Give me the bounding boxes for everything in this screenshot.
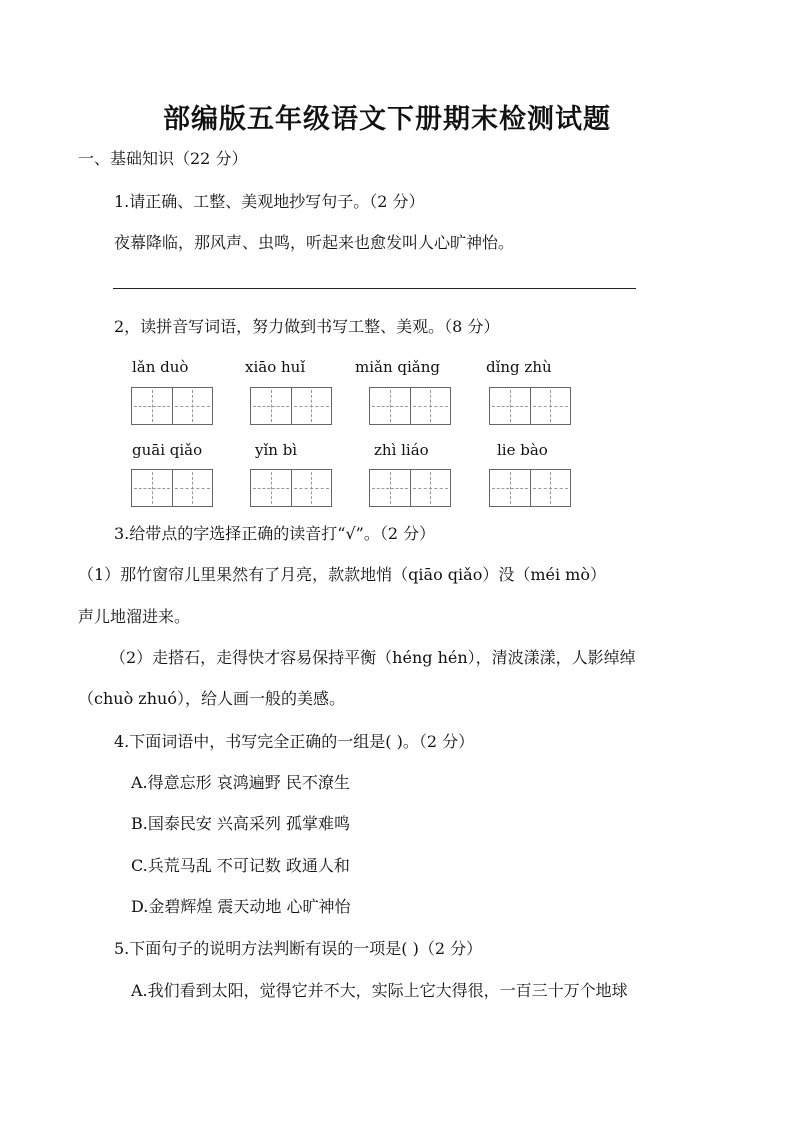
writing-grid[interactable]	[131, 387, 213, 425]
option-d: D.金碧辉煌 震天动地 心旷神怡	[131, 897, 351, 916]
pinyin-label: guāi qiǎo	[132, 441, 203, 459]
option-c: C.兵荒马乱 不可记数 政通人和	[131, 856, 350, 875]
option-b: B.国泰民安 兴高采列 孤掌难鸣	[131, 814, 351, 833]
question-1-stem: 1.请正确、工整、美观地抄写句子。（2 分）	[114, 192, 425, 211]
pinyin-label: miǎn qiǎng	[355, 358, 440, 376]
pinyin-label: dǐng zhù	[486, 358, 552, 376]
option-a: A.得意忘形 哀鸿遍野 民不潦生	[131, 773, 350, 792]
writing-grid[interactable]	[369, 387, 451, 425]
writing-grid[interactable]	[369, 469, 451, 507]
writing-grid[interactable]	[489, 387, 571, 425]
question-3-item-2-cont: （chuò zhuó），给人画一般的美感。	[78, 689, 345, 708]
pinyin-label: lie bào	[497, 441, 548, 459]
writing-grid[interactable]	[131, 469, 213, 507]
answer-line	[113, 288, 636, 289]
question-3-item-2: （2）走搭石，走得快才容易保持平衡（héng hén），清波漾漾，人影绰绰	[110, 648, 636, 667]
pinyin-label: lǎn duò	[132, 358, 189, 376]
section-heading: 一、基础知识（22 分）	[78, 149, 248, 168]
pinyin-label: yǐn bì	[255, 441, 298, 459]
writing-grid[interactable]	[489, 469, 571, 507]
question-4-stem: 4.下面词语中，书写完全正确的一组是( )。（2 分）	[114, 732, 475, 751]
question-5-stem: 5.下面句子的说明方法判断有误的一项是( )（2 分）	[114, 939, 483, 958]
writing-grid[interactable]	[250, 387, 332, 425]
option-a: A.我们看到太阳，觉得它并不大，实际上它大得很，一百三十万个地球	[131, 981, 628, 1000]
pinyin-label: xiāo huǐ	[245, 358, 306, 376]
question-2-stem: 2，读拼音写词语，努力做到书写工整、美观。（8 分）	[114, 317, 500, 336]
page-title: 部编版五年级语文下册期末检测试题	[163, 104, 611, 135]
question-3-item-1: （1）那竹窗帘儿里果然有了月亮，款款地悄（qiāo qiǎo）没（méi mò）	[78, 565, 606, 584]
question-3-item-1-cont: 声儿地溜进来。	[78, 607, 191, 626]
pinyin-label: zhì liáo	[374, 441, 429, 459]
question-1-sentence: 夜幕降临，那风声、虫鸣，听起来也愈发叫人心旷神怡。	[114, 233, 515, 252]
question-3-stem: 3.给带点的字选择正确的读音打“√”。（2 分）	[114, 524, 436, 543]
writing-grid[interactable]	[250, 469, 332, 507]
